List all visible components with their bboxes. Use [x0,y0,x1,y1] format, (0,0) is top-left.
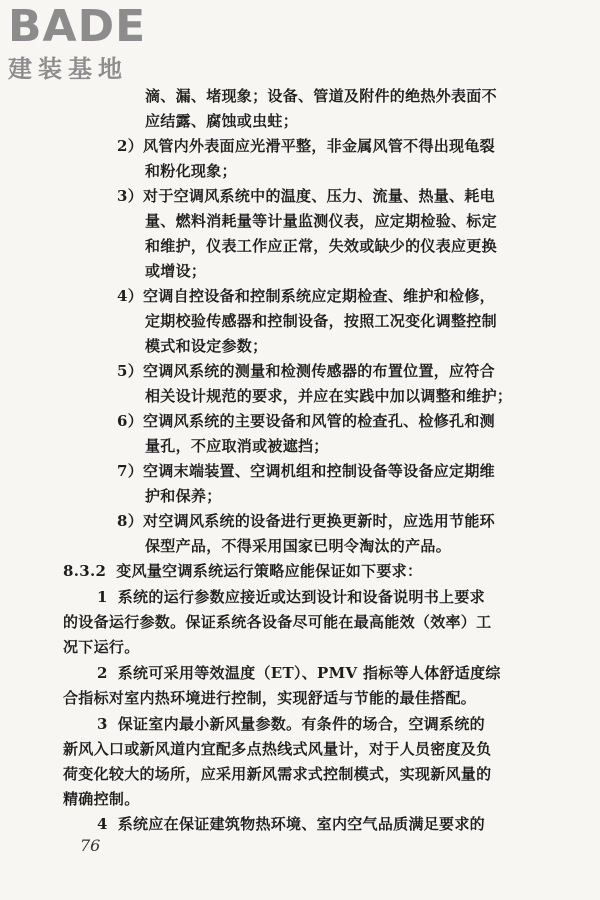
paragraph-4: 4 系统应在保证建筑物热环境、室内空气品质满足要求的 [97,815,485,833]
text-line: 量、燃料消耗量等计量监测仪表，应定期检验、标定 [145,212,497,230]
text-line: 或增设； [145,262,207,280]
text-line: 量孔，不应取消或被遮挡； [145,437,329,455]
text-line: 况下运行。 [63,638,140,656]
text-line: 和维护，仪表工作应正常，失效或缺少的仪表应更换 [145,237,497,255]
paragraph-3: 3 保证室内最小新风量参数。有条件的场合，空调系统的 [97,715,485,733]
paragraph-2: 2 系统可采用等效温度（ET）、PMV 指标等人体舒适度综 [97,664,501,682]
item-number: 3 [97,715,108,733]
logo-word: BADE [8,1,147,52]
text-line: 荷变化较大的场所，应采用新风需求式控制模式，实现新风量的 [63,765,492,783]
text-line: 定期校验传感器和控制设备，按照工况变化调整控制 [145,312,497,330]
text-line: 护和保养； [145,487,222,505]
text-line: 的设备运行参数。保证系统各设备尽可能在最高能效（效率）工 [63,613,492,631]
list-item-6: 6）空调风系统的主要设备和风管的检查孔、检修孔和测 [117,412,495,430]
list-item-8: 8）对空调风系统的设备进行更换更新时，应选用节能环 [117,512,495,530]
text-line: 保型产品，不得采用国家已明令淘汰的产品。 [145,537,452,555]
logo-subtitle: 建装基地 [8,55,128,83]
item-number: 8） [117,512,144,530]
text-line: 精确控制。 [63,790,140,808]
item-number: 5） [117,362,144,380]
item-number: 2 [97,664,108,682]
text-line: 滴、漏、堵现象；设备、管道及附件的绝热外表面不 [145,87,497,105]
page-number: 76 [80,836,101,855]
list-item-2: 2）风管内外表面应光滑平整，非金属风管不得出现龟裂 [117,137,495,155]
list-item-7: 7）空调末端装置、空调机组和控制设备等设备应定期维 [117,462,495,480]
item-number: 2） [117,137,144,155]
text-line: 模式和设定参数； [145,337,268,355]
item-number: 4 [97,815,108,833]
paragraph-1: 1 系统的运行参数应接近或达到设计和设备说明书上要求 [97,588,485,606]
list-item-4: 4）空调自控设备和控制系统应定期检查、维护和检修， [117,287,495,305]
section-8-3-2: 8.3.2 变风量空调系统运行策略应能保证如下要求： [63,562,423,580]
bade-logo [8,1,183,84]
item-number: 3） [117,187,144,205]
text-line: 合指标对室内热环境进行控制，实现舒适与节能的最佳搭配。 [63,689,477,707]
text-line: 应结露、腐蚀或虫蛀； [145,112,299,130]
item-number: 7） [117,462,144,480]
list-item-5: 5）空调风系统的测量和检测传感器的布置位置，应符合 [117,362,495,380]
text-line: 和粉化现象； [145,162,237,180]
item-number: 1 [97,588,108,606]
list-item-3: 3）对于空调风系统中的温度、压力、流量、热量、耗电 [117,187,495,205]
item-number: 4） [117,287,144,305]
text-line: 新风入口或新风道内宜配多点热线式风量计，对于人员密度及负 [63,740,492,758]
text-line: 相关设计规范的要求，并应在实践中加以调整和维护； [145,387,513,405]
section-number: 8.3.2 [63,562,107,580]
item-number: 6） [117,412,144,430]
